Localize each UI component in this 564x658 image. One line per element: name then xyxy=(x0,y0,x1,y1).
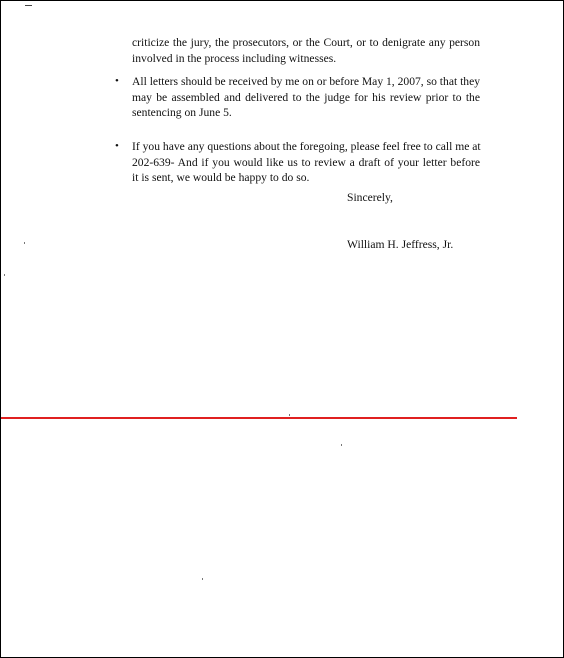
bullet-point: • xyxy=(115,140,119,152)
signature-name: William H. Jeffress, Jr. xyxy=(347,238,454,251)
scan-speck xyxy=(289,414,290,416)
scan-speck xyxy=(202,578,203,580)
bullet-point: • xyxy=(115,75,119,87)
scan-mark xyxy=(25,5,32,6)
text-line: All letters should be received by me on or before May 1, 2007, so that they xyxy=(132,75,481,88)
text-line: 202-639- And if you would like us to review a draft of your letter before xyxy=(132,155,480,169)
text-line: sentencing on June 5. xyxy=(132,106,232,119)
paragraph-continuation xyxy=(132,35,480,66)
scan-speck xyxy=(4,274,5,276)
paragraph-questions xyxy=(132,139,480,186)
paragraph-letters-deadline xyxy=(132,74,480,121)
scan-speck xyxy=(341,444,342,446)
red-divider-line xyxy=(1,417,517,419)
text-line: If you have any questions about the foregoing, please feel free to call me at xyxy=(132,140,481,153)
text-line: may be assembled and delivered to the judge for his review prior to the xyxy=(132,90,480,104)
scan-speck xyxy=(24,242,25,244)
text-line: criticize the jury, the prosecutors, or the Court, or to denigrate any person xyxy=(132,36,480,49)
text-line: involved in the process including witnesses. xyxy=(132,51,337,65)
text-line: it is sent, we would be happy to do so. xyxy=(132,171,310,184)
closing: Sincerely, xyxy=(347,191,393,204)
